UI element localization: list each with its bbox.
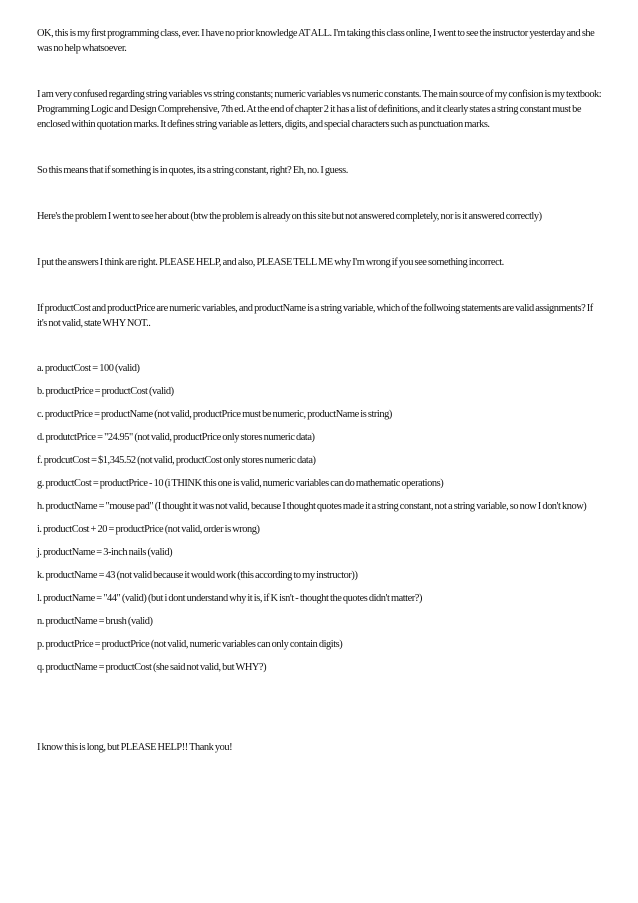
problem-intro-paragraph: Here's the problem I went to see her about (btw the problem is already on this site but not answered completely, nor is it answered correctly)	[37, 211, 542, 222]
list-item: b. productPrice = productCost (valid)	[37, 386, 174, 397]
string-constant-paragraph: So this means that if something is in quotes, its a string constant, right? Eh, no. I guess.	[37, 165, 348, 176]
help-request-paragraph: I put the answers I think are right. PLEASE HELP, and also, PLEASE TELL ME why I'm wrong if you see something incorrect.	[37, 257, 504, 268]
list-item: f. prodcutCost = $1,345.52 (not valid, productCost only stores numeric data)	[37, 455, 316, 466]
question-paragraph: If productCost and productPrice are numeric variables, and productName is a string variable, which of the follwoing statements are valid assignments? If it's not valid, state WHY NOT..	[37, 303, 593, 329]
closing-paragraph: I know this is long, but PLEASE HELP!! Thank you!	[37, 742, 233, 753]
document-page	[37, 26, 603, 755]
list-item: l. productName = "44" (valid) (but i dont understand why it is, if K isn't - thought the quotes didn't matter?)	[37, 593, 422, 604]
list-item: a. productCost = 100 (valid)	[37, 363, 140, 374]
list-item: h. productName = "mouse pad" (I thought it was not valid, because I thought quotes made it a string constant, not a string variable, so now I don't know)	[37, 501, 587, 512]
confusion-paragraph: I am very confused regarding string variables vs string constants; numeric variables vs numeric constants. The main source of my confision is my textbook: Programming Logic and Design Comprehensive, 7th ed. At the end of chapter 2 it has a list of definitions, and it clearly states a string constant must be enclosed within quotation marks. It defines string variable as letters, digits, and special characters such as punctuation marks.	[37, 89, 602, 130]
answer-list	[37, 361, 603, 675]
list-item: d. produtctPrice = "24.95" (not valid, productPrice only stores numeric data)	[37, 432, 315, 443]
list-item: c. productPrice = productName (not valid, productPrice must be numeric, productName is string)	[37, 409, 392, 420]
list-item: i. productCost + 20 = productPrice (not valid, order is wrong)	[37, 524, 260, 535]
list-item: g. productCost = productPrice - 10 (i THINK this one is valid, numeric variables can do mathematic operations)	[37, 478, 444, 489]
list-item: q. productName = productCost (she said not valid, but WHY?)	[37, 662, 267, 673]
list-item: n. productName = brush (valid)	[37, 616, 153, 627]
list-item: p. productPrice = productPrice (not valid, numeric variables can only contain digits)	[37, 639, 343, 650]
intro-paragraph: OK, this is my first programming class, ever. I have no prior knowledge AT ALL. I'm taking this class online, I went to see the instructor yesterday and she was no help whatsoever.	[37, 28, 595, 54]
list-item: j. productName = 3-inch nails (valid)	[37, 547, 173, 558]
list-item: k. productName = 43 (not valid because it would work (this according to my instructor))	[37, 570, 358, 581]
